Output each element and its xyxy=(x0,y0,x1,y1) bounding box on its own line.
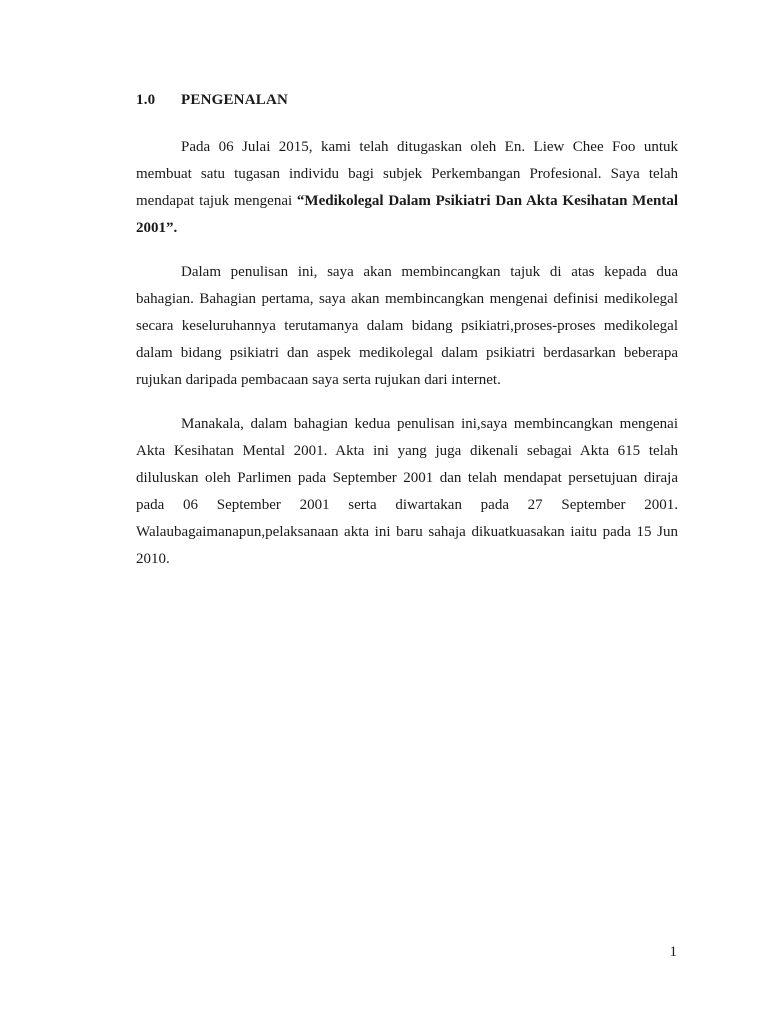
paragraph-1-text: Pada 06 Julai 2015, kami telah ditugaskan oleh En. Liew Chee Foo untuk membuat satu tugasan individu bagi subjek Perkembangan Profesional. Saya telah mendapat tajuk mengenai xyxy=(136,139,678,209)
paragraph-intro-assignment xyxy=(136,134,678,242)
paragraph-part-one: Dalam penulisan ini, saya akan membincangkan tajuk di atas kepada dua bahagian. Bahagian pertama, saya akan membincangkan mengenai definisi medikolegal secara keseluruhannya terutamanya dalam bidang psikiatri,proses-proses medikolegal dalam bidang psikiatri dan aspek medikolegal dalam psikiatri berdasarkan beberapa rujukan daripada pembacaan saya serta rujukan dari internet. xyxy=(136,264,678,388)
section-heading xyxy=(136,92,288,109)
assignment-title: “Medikolegal Dalam Psikiatri Dan Akta Kesihatan Mental 2001”. xyxy=(136,193,678,236)
section-number: 1.0 xyxy=(136,92,156,108)
paragraph-part-two: Manakala, dalam bahagian kedua penulisan ini,saya membincangkan mengenai Akta Kesihatan Mental 2001. Akta ini yang juga dikenali sebagai Akta 615 telah diluluskan oleh Parlimen pada September 2001 dan telah mendapat persetujuan diraja pada 06 September 2001 serta diwartakan pada 27 September 2001. Walaubagaimanapun,pelaksanaan akta ini baru sahaja dikuatkuasakan iaitu pada 15 Jun 2010. xyxy=(136,416,678,567)
section-title: PENGENALAN xyxy=(181,92,289,108)
page-number: 1 xyxy=(669,944,677,960)
